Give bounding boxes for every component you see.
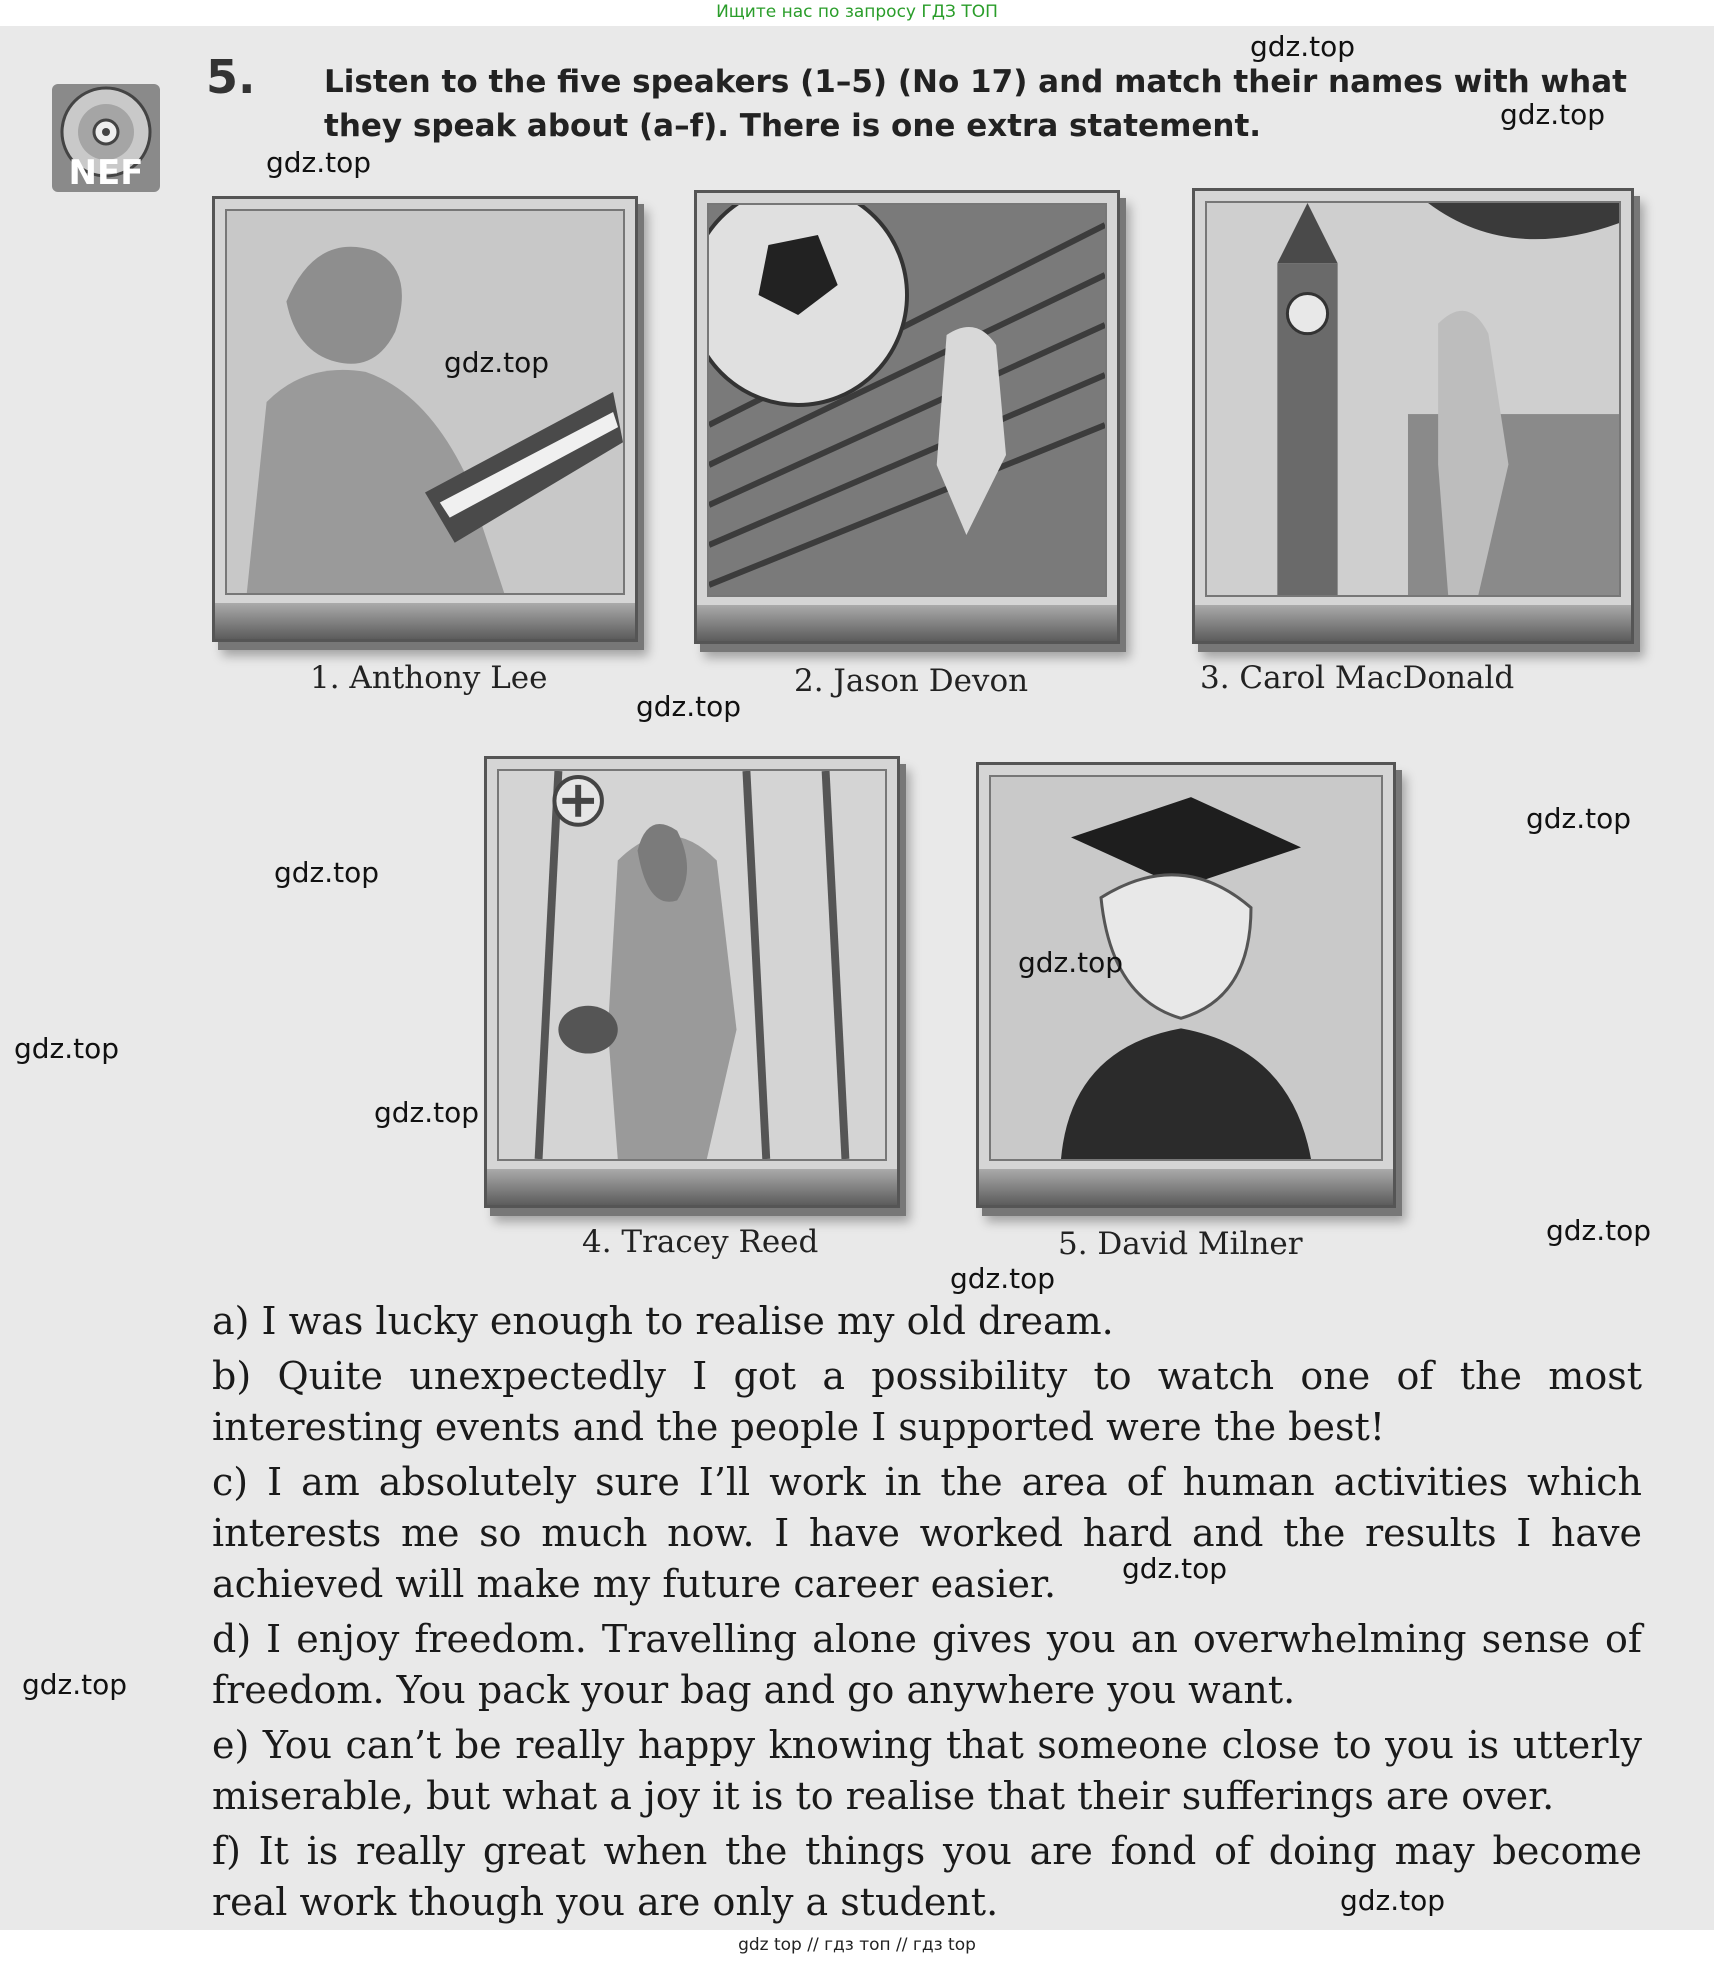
watermark: gdz.top <box>444 346 550 379</box>
watermark: gdz.top <box>1340 1884 1446 1917</box>
watermark: gdz.top <box>266 146 372 179</box>
photo-jason-devon <box>694 190 1120 644</box>
speaker-caption-4: 4. Tracey Reed <box>582 1224 819 1260</box>
watermark: gdz.top <box>374 1096 480 1129</box>
watermark: gdz.top <box>1018 946 1124 979</box>
speaker-caption-2: 2. Jason Devon <box>794 663 1029 699</box>
task-instruction: Listen to the five speakers (1–5) (No 17) and match their names with what they speak about (a–f). There is one extra statement. <box>324 64 1627 144</box>
statement-f: f) It is really great when the things you are fond of doing may become real work though you are only a student. <box>212 1829 1642 1924</box>
speaker-caption-1: 1. Anthony Lee <box>310 660 548 696</box>
statement-b: b) Quite unexpectedly I got a possibility to watch one of the most interesting events and the people I supported were the best! <box>212 1354 1642 1449</box>
watermark: gdz.top <box>1122 1552 1228 1585</box>
photo-carol-macdonald <box>1192 188 1634 644</box>
watermark: gdz.top <box>1500 98 1606 131</box>
watermark: gdz.top <box>22 1668 128 1701</box>
photo-anthony-lee <box>212 196 638 642</box>
bottom-banner: gdz top // гдз топ // гдз top <box>0 1930 1714 1961</box>
top-banner: Ищите нас по запросу ГДЗ ТОП <box>0 0 1714 26</box>
photo-david-milner <box>976 762 1396 1208</box>
statement-c: c) I am absolutely sure I’ll work in the area of human activities which interests me so much now. I have worked hard and the results I have achieved will make my future career easier. <box>212 1460 1642 1606</box>
watermark: gdz.top <box>14 1032 120 1065</box>
statements-list <box>212 1296 1642 1932</box>
badge-label: NEF <box>68 153 144 193</box>
statement-a: a) I was lucky enough to realise my old dream. <box>212 1299 1114 1343</box>
watermark: gdz.top <box>1526 802 1632 835</box>
watermark: gdz.top <box>1250 30 1356 63</box>
photo-tracey-reed <box>484 756 900 1208</box>
watermark: gdz.top <box>636 690 742 723</box>
watermark: gdz.top <box>950 1262 1056 1295</box>
task-number: 5. <box>206 50 256 104</box>
speaker-caption-5: 5. David Milner <box>1058 1226 1303 1262</box>
statement-d: d) I enjoy freedom. Travelling alone gives you an overwhelming sense of freedom. You pack your bag and go anywhere you want. <box>212 1617 1642 1712</box>
speaker-caption-3: 3. Carol MacDonald <box>1200 660 1515 696</box>
watermark: gdz.top <box>1546 1214 1652 1247</box>
statement-e: e) You can’t be really happy knowing that someone close to you is utterly miserable, but what a joy it is to realise that their sufferings are over. <box>212 1723 1642 1818</box>
cd-icon <box>50 82 162 194</box>
watermark: gdz.top <box>274 856 380 889</box>
